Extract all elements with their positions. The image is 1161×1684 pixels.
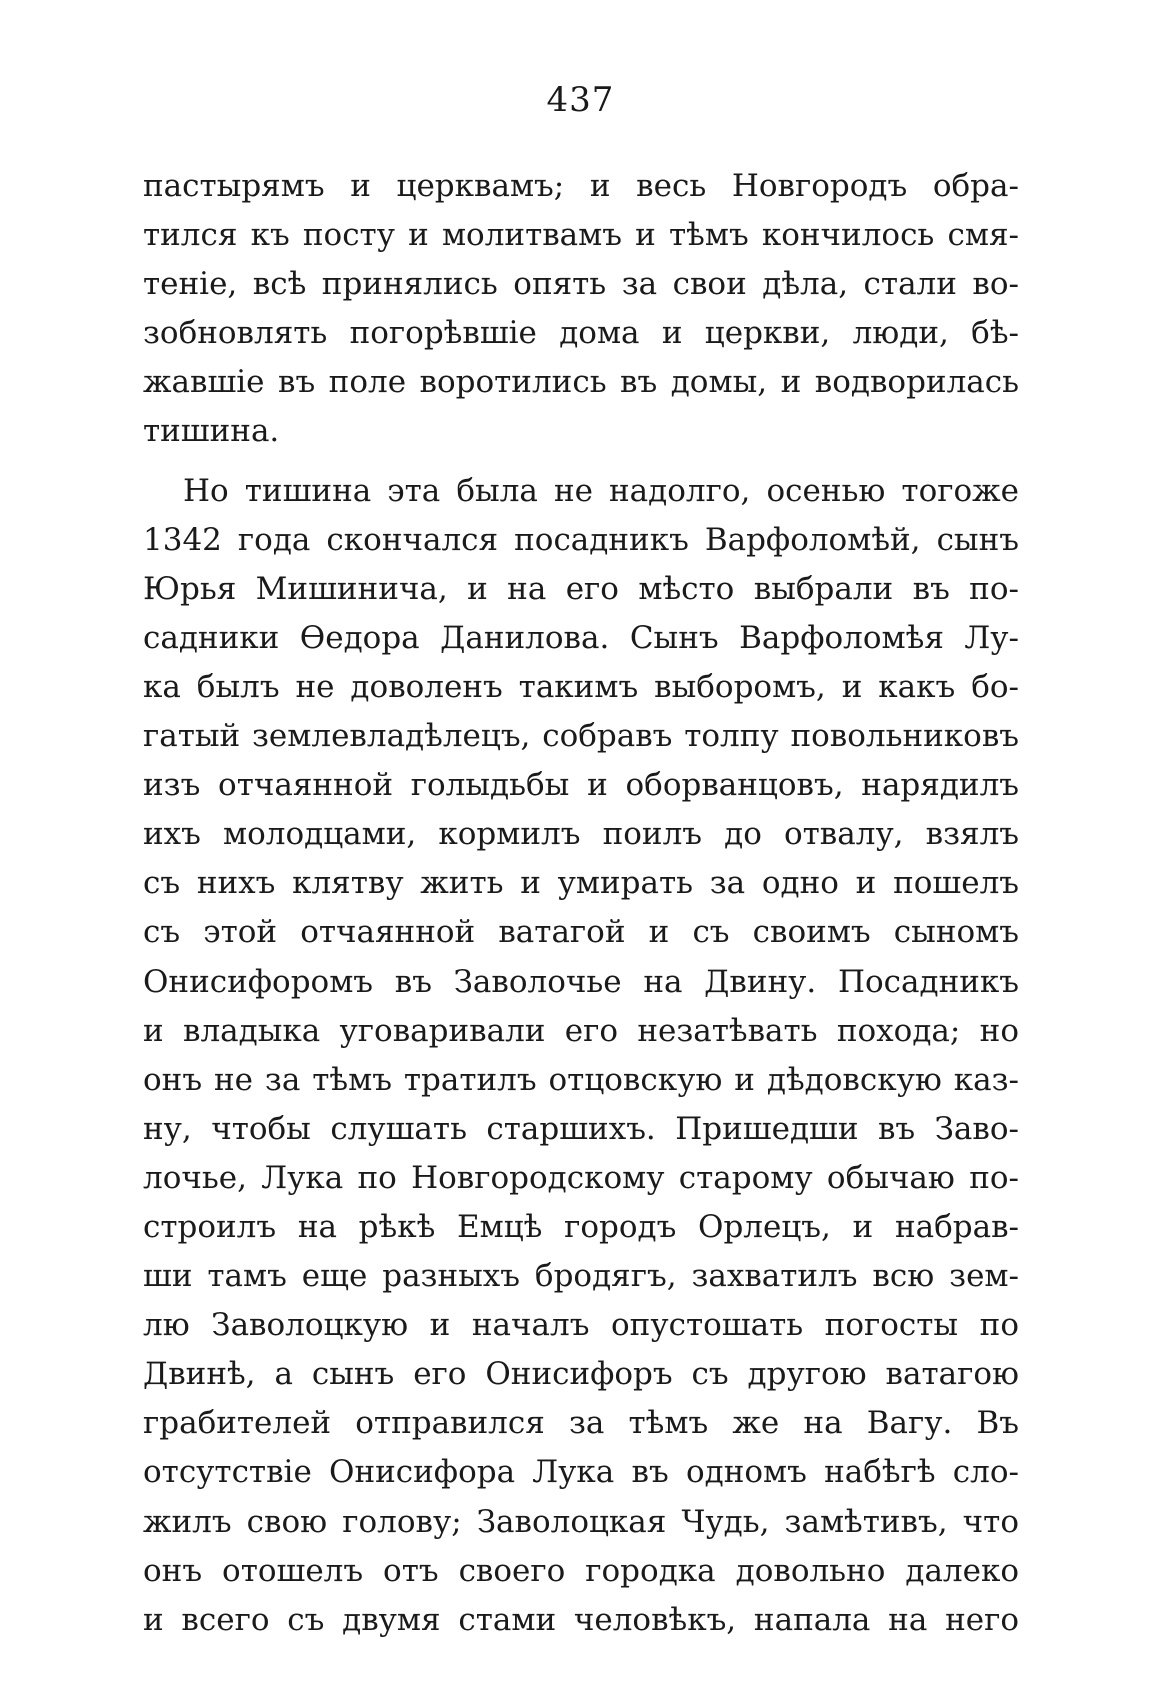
text-line: отсутствіе Онисифора Лука въ одномъ набѣгѣ сло- bbox=[143, 1454, 1019, 1491]
paragraph-gap bbox=[143, 457, 1019, 467]
text-line: ка былъ не доволенъ такимъ выборомъ, и какъ бо- bbox=[143, 668, 1019, 705]
text-line: гатый землевладѣлецъ, собравъ толпу повольниковъ bbox=[143, 718, 1019, 755]
text-line: и всего съ двумя стами человѣкъ, напала на него bbox=[143, 1601, 1019, 1638]
text-line: и владыка уговаривали его незатѣвать похода; но bbox=[143, 1012, 1019, 1049]
text-line: Но тишина эта была не надолго, осенью тогоже bbox=[183, 472, 1019, 509]
text-line: жилъ свою голову; Заволоцкая Чудь, замѣтивъ, что bbox=[143, 1503, 1019, 1540]
text-line: 1342 года скончался посадникъ Варфоломѣй, сынъ bbox=[143, 521, 1019, 558]
text-line: Юрья Мишинича, и на его мѣсто выбрали въ по- bbox=[143, 570, 1019, 607]
text-line: пастырямъ и церквамъ; и весь Новгородъ обра- bbox=[143, 168, 1019, 204]
page-number: 437 bbox=[546, 80, 615, 120]
text-line: грабителей отправился за тѣмъ же на Вагу. Въ bbox=[143, 1405, 1019, 1442]
text-line: онъ не за тѣмъ тратилъ отцовскую и дѣдовскую каз- bbox=[143, 1061, 1019, 1098]
text-line: лю Заволоцкую и началъ опустошать погосты по bbox=[143, 1307, 1019, 1344]
text-line: онъ отошелъ отъ своего городка довольно далеко bbox=[143, 1552, 1019, 1589]
text-line: садники Ѳедора Данилова. Сынъ Варфоломѣя Лу- bbox=[143, 619, 1019, 656]
text-line: тишина. bbox=[143, 413, 280, 450]
text-line: съ этой отчаянной ватагой и съ своимъ сыномъ bbox=[143, 914, 1019, 951]
text-line: жавшіе въ поле воротились въ домы, и водворилась bbox=[143, 364, 1019, 401]
text-line: зобновлять погорѣвшіе дома и церкви, люди, бѣ- bbox=[143, 315, 1019, 352]
body-text bbox=[143, 162, 1019, 1645]
text-line: тился къ посту и молитвамъ и тѣмъ кончилось смя- bbox=[143, 217, 1019, 254]
text-line: изъ отчаянной голыдьбы и оборванцовъ, нарядилъ bbox=[143, 767, 1019, 804]
text-line: лочье, Лука по Новгородскому старому обычаю по- bbox=[143, 1159, 1019, 1196]
paragraph bbox=[143, 162, 1019, 457]
text-line: ну, чтобы слушать старшихъ. Пришедши въ Заво- bbox=[143, 1110, 1019, 1147]
text-line: строилъ на рѣкѣ Емцѣ городъ Орлецъ, и набрав- bbox=[143, 1208, 1019, 1245]
text-line: Онисифоромъ въ Заволочье на Двину. Посадникъ bbox=[143, 963, 1019, 1000]
text-line: ши тамъ еще разныхъ бродягъ, захватилъ всю зем- bbox=[143, 1258, 1019, 1295]
text-line: съ нихъ клятву жить и умирать за одно и пошелъ bbox=[143, 865, 1019, 902]
text-line: ихъ молодцами, кормилъ поилъ до отвалу, взялъ bbox=[143, 816, 1019, 853]
text-line: теніе, всѣ принялись опять за свои дѣла, стали во- bbox=[143, 266, 1019, 303]
text-line: Двинѣ, а сынъ его Онисифоръ съ другою ватагою bbox=[143, 1356, 1019, 1393]
paragraph bbox=[143, 467, 1019, 1645]
